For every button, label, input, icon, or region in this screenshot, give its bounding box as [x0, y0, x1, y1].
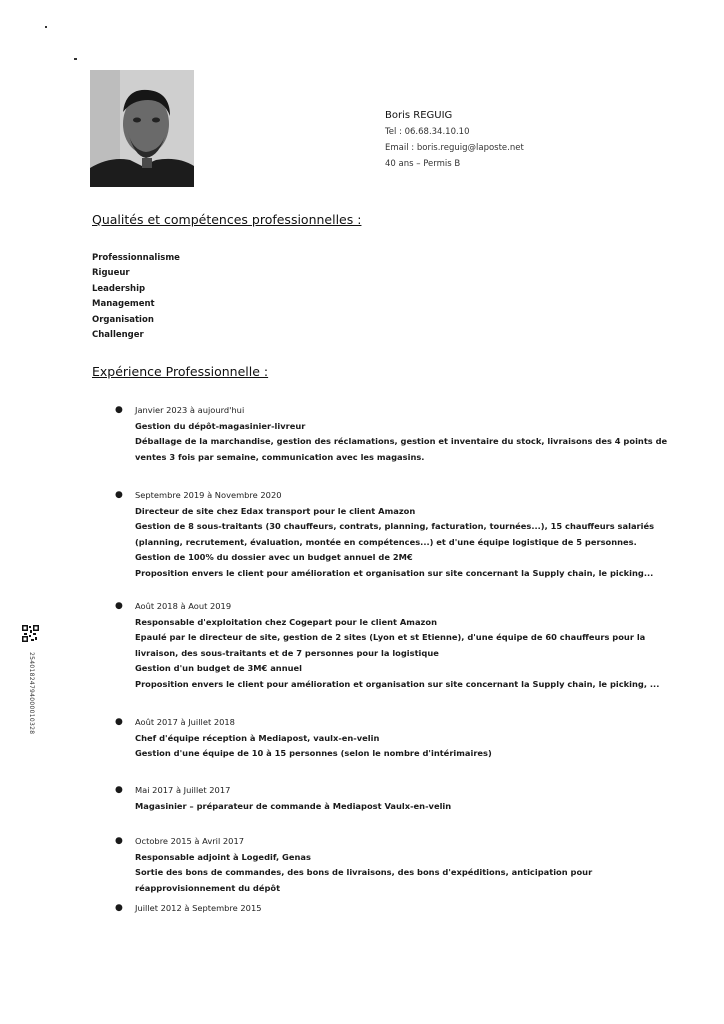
job-dates: Août 2018 à Aout 2019 — [135, 601, 232, 611]
quality-item: Management — [92, 299, 155, 310]
job-line: Gestion d'un budget de 3M€ annuel — [135, 663, 303, 674]
bullet-icon: ● — [115, 903, 123, 913]
job-line: réapprovisionnement du dépôt — [135, 882, 281, 893]
job-line: Gestion de 8 sous-traitants (30 chauffeurs, contrats, planning, facturation, tournées...), 15 chauffeurs salariés — [135, 521, 655, 532]
job-entry — [115, 783, 675, 814]
job-entry — [115, 488, 675, 582]
experience-heading: Expérience Professionnelle : — [92, 364, 269, 379]
job-dates: Juillet 2012 à Septembre 2015 — [135, 903, 262, 913]
job-entry — [115, 901, 675, 917]
quality-item: Challenger — [92, 330, 144, 341]
contact-block — [385, 108, 524, 172]
job-entry — [115, 715, 675, 762]
qualities-list — [92, 251, 180, 343]
job-line: Responsable adjoint à Logedif, Genas — [135, 851, 311, 862]
bullet-icon: ● — [115, 785, 123, 795]
candidate-name: Boris REGUIG — [385, 110, 453, 121]
bullet-icon: ● — [115, 405, 123, 415]
profile-photo — [90, 70, 194, 187]
qualities-heading: Qualités et compétences professionnelles : — [92, 212, 362, 227]
job-line: Proposition envers le client pour amélioration et organisation sur site concernant la Supply chain, le picking, ... — [135, 678, 660, 689]
job-line: Proposition envers le client pour amélioration et organisation sur site concernant la Supply chain, le picking... — [135, 567, 654, 578]
quality-item: Rigueur — [92, 268, 130, 279]
job-line: Magasinier – préparateur de commande à Mediapost Vaulx-en-velin — [135, 800, 452, 811]
bullet-icon: ● — [115, 490, 123, 500]
age-license-line: 40 ans – Permis B — [385, 159, 461, 169]
quality-item: Professionnalisme — [92, 253, 180, 263]
bullet-icon: ● — [115, 717, 123, 727]
job-line: livraison, des sous-traitants et de 7 personnes pour la logistique — [135, 647, 439, 658]
phone-line: Tel : 06.68.34.10.10 — [385, 127, 470, 137]
job-entry — [115, 599, 675, 693]
job-line: Chef d'équipe réception à Mediapost, vaulx-en-velin — [135, 732, 380, 743]
job-entry — [115, 834, 675, 896]
scan-speck — [45, 26, 47, 28]
job-dates: Août 2017 à Juillet 2018 — [135, 717, 235, 727]
job-dates: Octobre 2015 à Avril 2017 — [135, 836, 245, 846]
job-dates: Janvier 2023 à aujourd'hui — [135, 405, 245, 415]
email-line: Email : boris.reguig@laposte.net — [385, 143, 524, 153]
job-line: Responsable d'exploitation chez Cogepart pour le client Amazon — [135, 616, 437, 627]
bullet-icon: ● — [115, 836, 123, 846]
job-line: Sortie des bons de commandes, des bons de livraisons, des bons d'expéditions, anticipation pour — [135, 867, 593, 878]
scan-reference-code: 25401824794000010328 — [28, 652, 35, 735]
job-line: (planning, recrutement, évaluation, montée en compétences...) et d'une équipe logistique de 5 personnes. — [135, 536, 637, 547]
job-line: Gestion de 100% du dossier avec un budget annuel de 2M€ — [135, 552, 413, 563]
job-dates: Mai 2017 à Juillet 2017 — [135, 785, 231, 795]
qr-code-icon — [22, 625, 39, 642]
quality-item: Organisation — [92, 314, 154, 325]
job-line: Directeur de site chez Edax transport pour le client Amazon — [135, 505, 416, 516]
job-entry — [115, 403, 675, 465]
job-line: Gestion d'une équipe de 10 à 15 personnes (selon le nombre d'intérimaires) — [135, 748, 492, 759]
job-dates: Septembre 2019 à Novembre 2020 — [135, 490, 282, 500]
job-line: Epaulé par le directeur de site, gestion de 2 sites (Lyon et st Etienne), d'une équipe de 60 chauffeurs pour la — [135, 632, 646, 643]
job-line: Gestion du dépôt-magasinier-livreur — [135, 420, 306, 431]
quality-item: Leadership — [92, 283, 146, 294]
job-line: Déballage de la marchandise, gestion des réclamations, gestion et inventaire du stock, livraisons des 4 points de — [135, 436, 668, 447]
scan-speck — [74, 58, 77, 60]
bullet-icon: ● — [115, 601, 123, 611]
job-line: ventes 3 fois par semaine, communication avec les magasins. — [135, 451, 425, 462]
